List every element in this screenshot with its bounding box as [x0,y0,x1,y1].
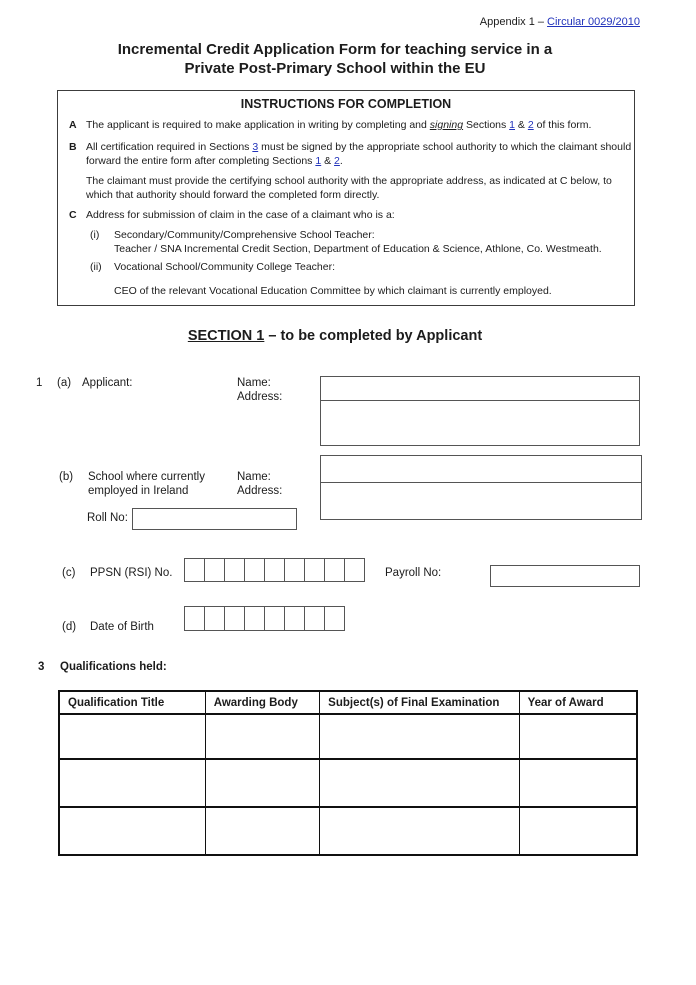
item-1d-label: (d) [62,621,77,633]
school-name-field[interactable] [321,456,641,483]
school-name-address-box [320,455,642,520]
col-header-qualification-title: Qualification Title [59,691,205,714]
table-cell[interactable] [59,759,205,807]
item-1-number: 1 [36,377,43,389]
col-header-awarding-body: Awarding Body [205,691,319,714]
qualifications-heading: Qualifications held: [60,661,167,673]
dob-label: Date of Birth [90,621,154,633]
item-b-amp: & [321,154,335,167]
table-cell[interactable] [320,714,519,759]
table-cell[interactable] [519,807,637,855]
payroll-no-field[interactable] [490,565,640,587]
item-a-part3: of this form. [533,119,592,131]
dob-cell[interactable] [304,606,325,631]
ppsn-cell[interactable] [224,558,245,582]
item-a-part1: The applicant is required to make application in writing by completing and [86,119,430,131]
item-a-signing: signing [429,119,464,131]
dob-cell[interactable] [284,606,305,631]
payroll-no-label: Payroll No: [385,567,442,579]
item-c-label: C [69,209,77,221]
table-cell[interactable] [59,714,205,759]
section1-link[interactable]: 1 [315,154,322,167]
applicant-address-label: Address: [237,391,283,403]
roll-no-field[interactable] [132,508,297,530]
table-cell[interactable] [519,759,637,807]
item-1b-label: (b) [59,471,74,483]
title-line-1: Incremental Credit Application Form for teaching service in a [117,41,553,58]
title-line-2: Private Post-Primary School within the EU [184,60,486,77]
table-cell[interactable] [205,807,319,855]
applicant-name-field[interactable] [321,377,639,401]
table-cell[interactable] [519,714,637,759]
ppsn-cell[interactable] [204,558,225,582]
sub-ii-note: CEO of the relevant Vocational Education Committee by which claimant is currently employed. [114,285,552,297]
ppsn-cell[interactable] [184,558,205,582]
applicant-name-address-box [320,376,640,446]
table-row [59,807,637,855]
section2-link[interactable]: 2 [334,154,340,167]
table-cell[interactable] [205,759,319,807]
ppsn-label: PPSN (RSI) No. [90,567,173,579]
instructions-heading: INSTRUCTIONS FOR COMPLETION [240,97,452,111]
section1-link[interactable]: 1 [509,119,516,131]
item-b-text [86,141,634,168]
item-3-number: 3 [38,661,45,673]
roll-no-label: Roll No: [87,512,128,524]
ppsn-cell[interactable] [304,558,325,582]
dob-cells [184,606,345,631]
qualifications-table [58,690,638,856]
ppsn-cell[interactable] [264,558,285,582]
school-label [88,470,238,498]
appendix-prefix: Appendix 1 – [479,16,548,28]
applicant-name-label: Name: [237,377,271,389]
col-header-year-of-award: Year of Award [519,691,637,714]
sub-ii-text: Vocational School/Community College Teacher: [114,261,336,273]
item-a-text [86,119,631,133]
item-b-part3: . [339,154,343,167]
sub-i-text [114,229,629,256]
dob-cell[interactable] [264,606,285,631]
ppsn-cell[interactable] [244,558,265,582]
page-title [27,40,643,78]
item-a-label: A [69,119,77,131]
sub-i-line2: Teacher / SNA Incremental Credit Section, Department of Education & Science, Athlone, Co. Westmeath. [114,242,602,255]
item-a-part2: Sections [463,119,510,131]
dob-cell[interactable] [244,606,265,631]
ppsn-cells [184,558,365,582]
applicant-address-field[interactable] [321,401,639,445]
school-address-label: Address: [237,485,283,497]
school-label-line2: employed in Ireland [88,485,189,497]
item-b-part2: must be signed by the appropriate school authority to which the claimant should forward the entire form after completing Sections [86,141,632,167]
dob-cell[interactable] [184,606,205,631]
item-b-label: B [69,141,77,153]
dob-cell[interactable] [204,606,225,631]
table-cell[interactable] [320,807,519,855]
col-header-subjects: Subject(s) of Final Examination [320,691,519,714]
sub-i-line1: Secondary/Community/Comprehensive School Teacher: [114,229,375,241]
table-header-row [59,691,637,714]
table-row [59,714,637,759]
dob-cell[interactable] [324,606,345,631]
school-address-field[interactable] [321,483,641,519]
sub-i-label: (i) [90,229,100,241]
item-a-amp: & [515,119,528,131]
ppsn-cell[interactable] [324,558,345,582]
section1-heading [27,328,643,344]
school-label-line1: School where currently [88,471,205,483]
section2-link[interactable]: 2 [527,119,534,131]
section1-heading-rest: – to be completed by Applicant [264,328,483,344]
circular-link[interactable]: Circular 0029/2010 [547,16,640,28]
item-1c-label: (c) [62,567,76,579]
ppsn-cell[interactable] [284,558,305,582]
item-c-text: Address for submission of claim in the case of a claimant who is a: [86,209,395,221]
section3-link[interactable]: 3 [252,141,259,153]
school-name-label: Name: [237,471,271,483]
item-b-part1: All certification required in Sections [86,141,253,153]
applicant-label: Applicant: [82,377,133,389]
appendix-reference [480,16,640,28]
sub-ii-label: (ii) [90,261,102,273]
table-cell[interactable] [59,807,205,855]
dob-cell[interactable] [224,606,245,631]
table-cell[interactable] [320,759,519,807]
item-1a-label: (a) [57,377,72,389]
ppsn-cell[interactable] [344,558,365,582]
instructions-box [57,90,635,306]
table-row [59,759,637,807]
item-b-note: The claimant must provide the certifying school authority with the appropriate address, as indicated at C below, to which that authority should forward the completed form directly. [86,175,612,201]
table-cell[interactable] [205,714,319,759]
section1-heading-underlined: SECTION 1 [187,328,265,344]
